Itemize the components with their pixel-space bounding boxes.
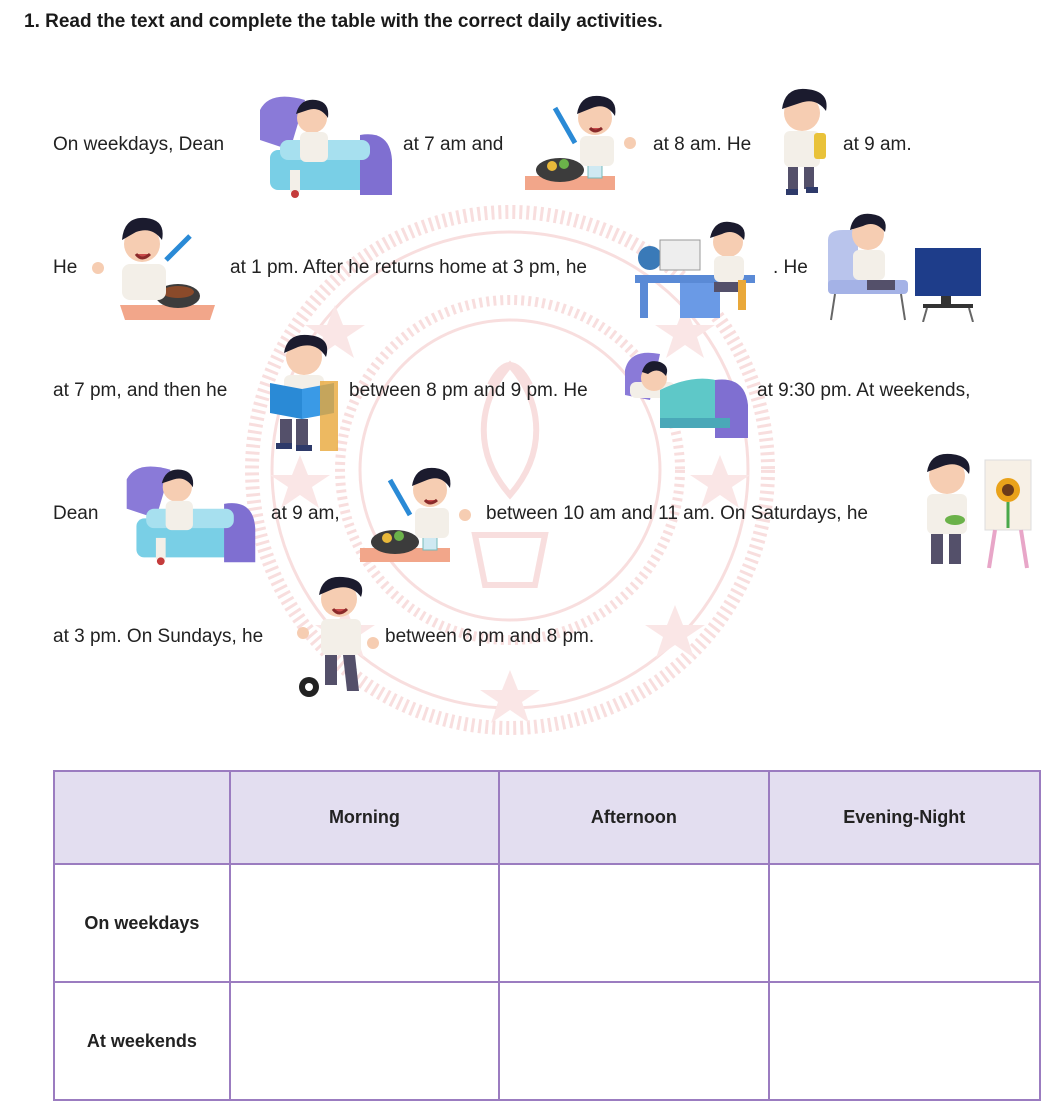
- row-label-weekdays: On weekdays: [54, 864, 230, 982]
- text-fragment: between 10 am and 11 am. On Saturdays, he: [486, 503, 868, 524]
- text-fragment: He: [53, 257, 78, 278]
- table-header-morning: Morning: [230, 771, 499, 864]
- table-header-cell: [54, 771, 230, 864]
- table-header-evening-night: Evening-Night: [769, 771, 1040, 864]
- answer-cell[interactable]: [769, 864, 1040, 982]
- answer-cell[interactable]: [230, 864, 499, 982]
- answer-cell[interactable]: [230, 982, 499, 1100]
- text-fragment: between 6 pm and 8 pm.: [385, 626, 595, 647]
- boy-painting-icon: [915, 450, 1035, 572]
- boy-sleeping-icon: [620, 340, 750, 440]
- row-label-weekends: At weekends: [54, 982, 230, 1100]
- table-row: [54, 864, 1040, 982]
- answer-cell[interactable]: [769, 982, 1040, 1100]
- boy-watching-tv-icon: [823, 210, 983, 322]
- boy-waking-up-in-bed-icon: [115, 460, 265, 572]
- text-fragment: at 3 pm. On Sundays, he: [53, 626, 264, 647]
- text-fragment: at 9 am,: [271, 503, 340, 524]
- boy-reading-book-icon: [262, 333, 342, 455]
- activities-table: [53, 770, 1041, 1101]
- text-fragment: at 8 am. He: [653, 134, 752, 155]
- answer-cell[interactable]: [499, 864, 768, 982]
- answer-cell[interactable]: [499, 982, 768, 1100]
- boy-eating-breakfast-icon: [355, 460, 480, 570]
- boy-doing-homework-icon: [630, 220, 765, 320]
- table-header-afternoon: Afternoon: [499, 771, 768, 864]
- exercise-title: 1. Read the text and complete the table with the correct daily activities.: [24, 11, 663, 32]
- boy-eating-breakfast-icon: [520, 88, 645, 198]
- text-fragment: at 9 am.: [843, 134, 912, 155]
- table-row: [54, 982, 1040, 1100]
- text-fragment: . He: [773, 257, 808, 278]
- text-fragment: Dean: [53, 503, 99, 524]
- text-fragment: at 9:30 pm. At weekends,: [757, 380, 971, 401]
- text-fragment: at 7 pm, and then he: [53, 380, 228, 401]
- boy-waking-up-in-bed-icon: [250, 90, 400, 205]
- text-fragment: between 8 pm and 9 pm. He: [349, 380, 588, 401]
- boy-eating-lunch-icon: [90, 210, 220, 325]
- boy-going-to-school-icon: [770, 85, 835, 200]
- text-fragment: at 1 pm. After he returns home at 3 pm, he: [230, 257, 587, 278]
- text-fragment: at 7 am and: [403, 134, 504, 155]
- text-fragment: On weekdays, Dean: [53, 134, 225, 155]
- table-header-row: [54, 771, 1040, 864]
- boy-playing-football-icon: [295, 573, 380, 700]
